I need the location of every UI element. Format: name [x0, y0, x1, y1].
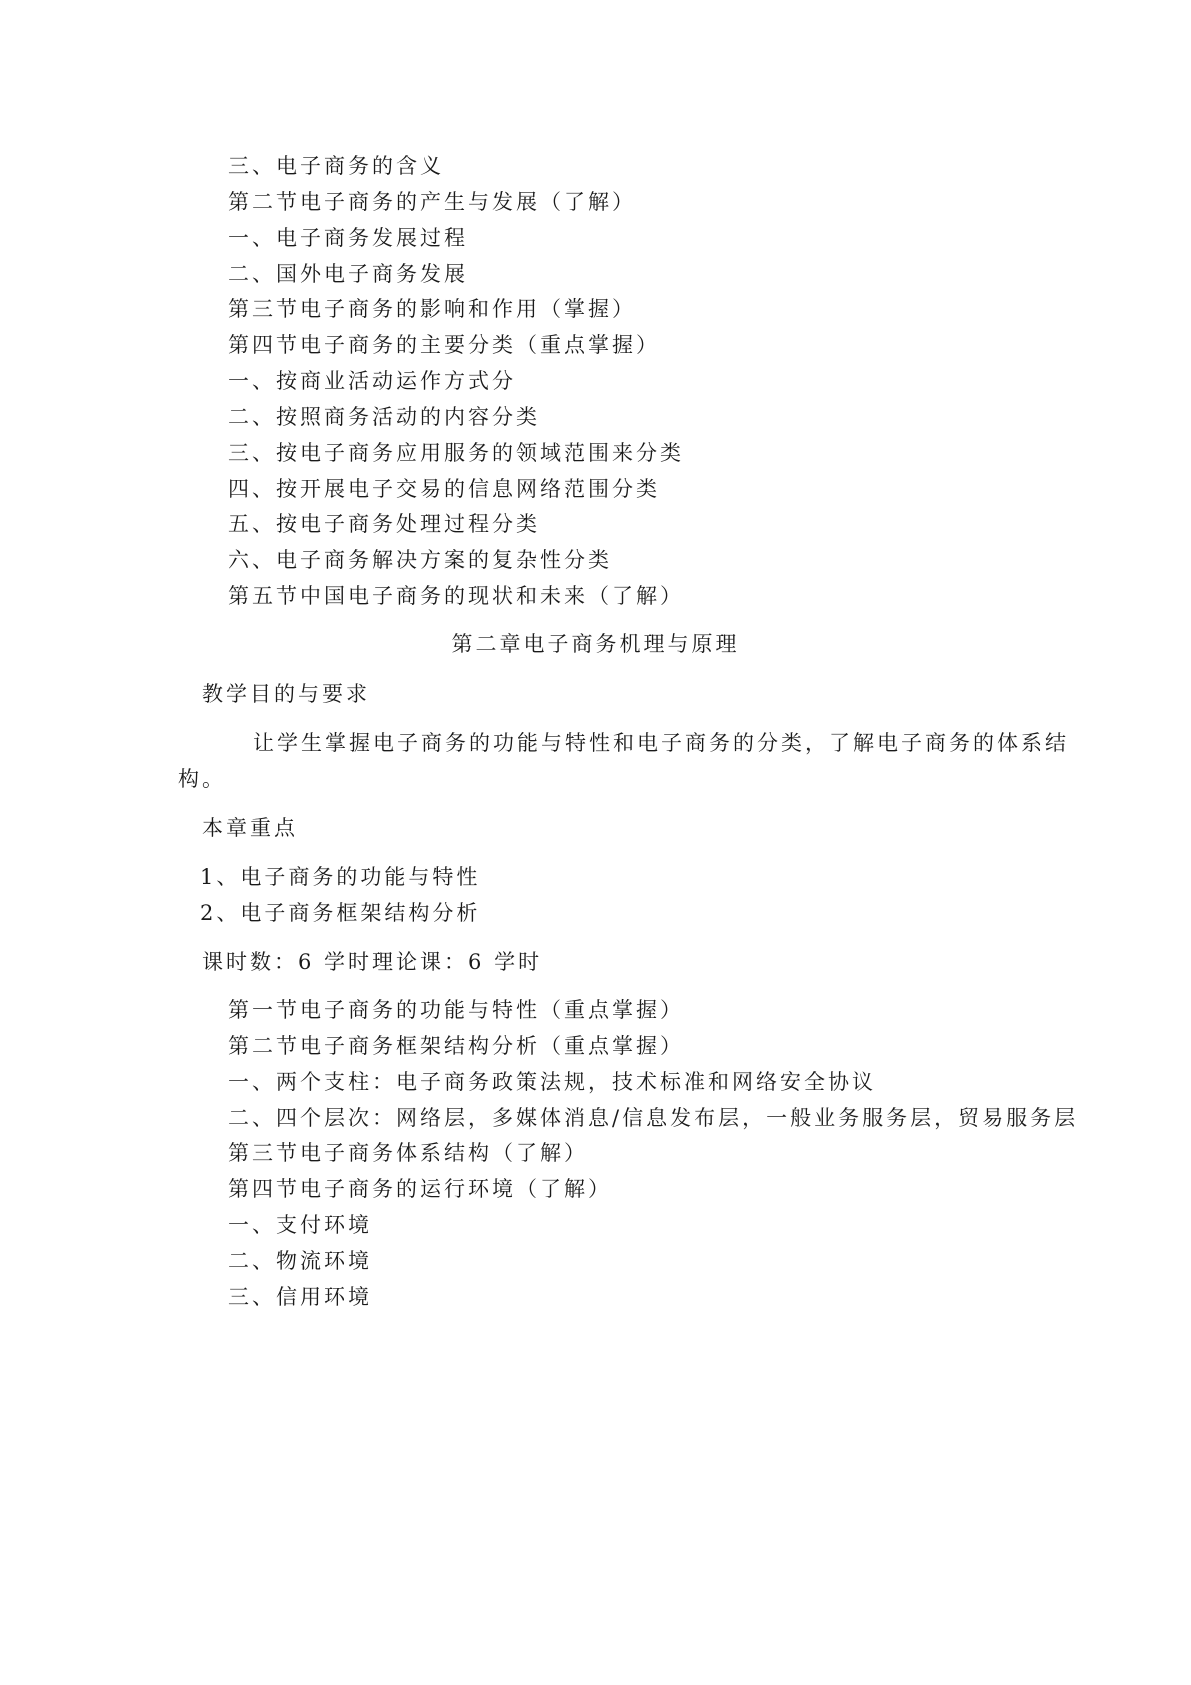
outline-section-heading: 第五节中国电子商务的现状和未来（了解） — [228, 584, 684, 608]
outline-section-heading: 第一节电子商务的功能与特性（重点掌握） — [228, 998, 684, 1022]
outline-section-heading: 第二节电子商务的产生与发展（了解） — [228, 190, 636, 214]
course-hours: 课时数：6 学时理论课：6 学时 — [202, 950, 543, 974]
goal-text-continued: 构。 — [178, 767, 226, 791]
key-point-item: 2、电子商务框架结构分析 — [200, 901, 481, 925]
outline-item: 一、电子商务发展过程 — [228, 226, 468, 250]
outline-section-heading: 第三节电子商务体系结构（了解） — [228, 1141, 588, 1165]
chapter-title: 第二章电子商务机理与原理 — [451, 632, 740, 656]
outline-item: 四、按开展电子交易的信息网络范围分类 — [228, 477, 660, 501]
outline-section-heading: 第三节电子商务的影响和作用（掌握） — [228, 297, 636, 321]
outline-item: 五、按电子商务处理过程分类 — [228, 512, 540, 536]
goal-heading: 教学目的与要求 — [202, 682, 370, 706]
goal-text: 让学生掌握电子商务的功能与特性和电子商务的分类，了解电子商务的体系结 — [253, 731, 1069, 755]
outline-item: 二、物流环境 — [228, 1249, 372, 1273]
outline-item: 一、两个支柱：电子商务政策法规，技术标准和网络安全协议 — [228, 1070, 876, 1094]
outline-item: 二、按照商务活动的内容分类 — [228, 405, 540, 429]
outline-section-heading: 第二节电子商务框架结构分析（重点掌握） — [228, 1034, 684, 1058]
outline-item: 二、国外电子商务发展 — [228, 262, 468, 286]
outline-section-heading: 第四节电子商务的运行环境（了解） — [228, 1177, 612, 1201]
outline-item: 三、信用环境 — [228, 1285, 372, 1309]
outline-item: 一、支付环境 — [228, 1213, 372, 1237]
outline-item: 一、按商业活动运作方式分 — [228, 369, 516, 393]
outline-item: 三、按电子商务应用服务的领域范围来分类 — [228, 441, 684, 465]
key-points-heading: 本章重点 — [202, 816, 298, 840]
outline-item: 三、电子商务的含义 — [228, 154, 444, 178]
outline-item: 二、四个层次：网络层，多媒体消息/信息发布层，一般业务服务层，贸易服务层 — [228, 1106, 1079, 1130]
outline-section-heading: 第四节电子商务的主要分类（重点掌握） — [228, 333, 660, 357]
key-point-item: 1、电子商务的功能与特性 — [200, 865, 481, 889]
outline-item: 六、电子商务解决方案的复杂性分类 — [228, 548, 612, 572]
